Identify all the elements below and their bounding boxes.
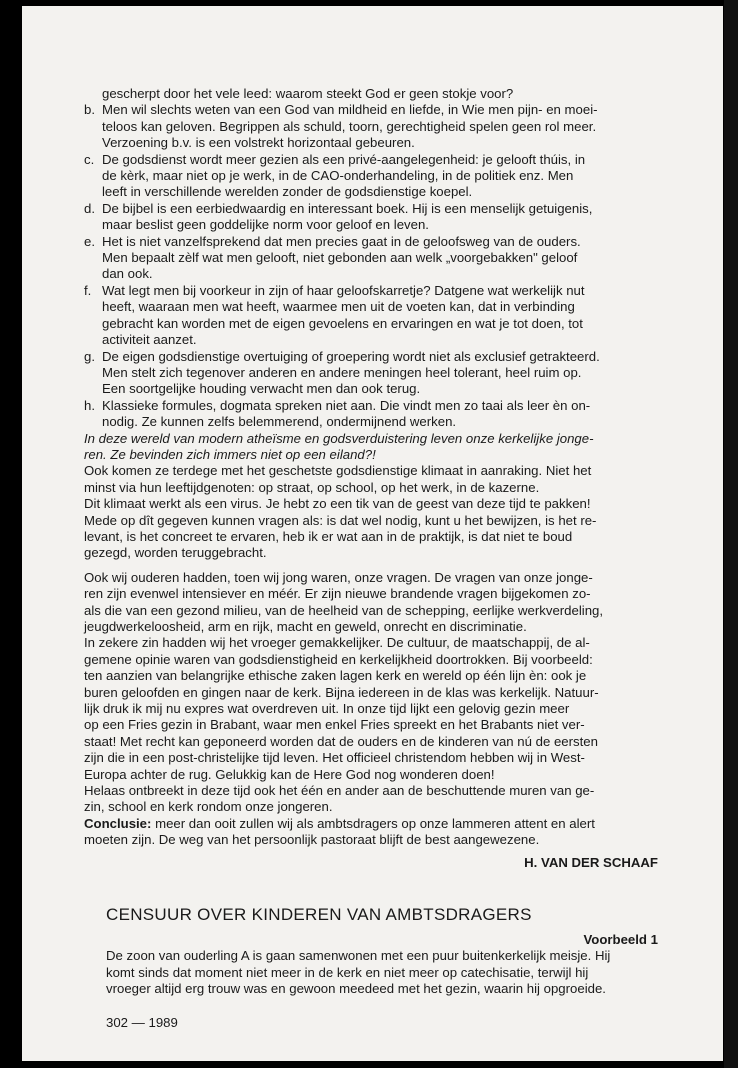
list-item-label: h. xyxy=(84,397,95,413)
text-line: Ook komen ze terdege met het geschetste godsdienstige klimaat in aanraking. Niet het xyxy=(84,463,592,479)
point-list xyxy=(84,102,658,430)
article-body xyxy=(84,86,658,871)
list-item-line: nodig. Ze kunnen zelfs belemmerend, ondermijnend werken. xyxy=(102,414,457,430)
text-line: gezegd, worden teruggebracht. xyxy=(84,545,267,561)
text-line: minst via hun leeftijdgenoten: op straat, op school, op het werk, in de kazerne. xyxy=(84,479,540,495)
list-item-line: de kèrk, maar niet op je werk, in de CAO-onderhandeling, in de politiek enz. Men xyxy=(102,168,574,184)
text-line: lijk druk ik mij nu expres wat overdreven uit. In onze tijd lijkt een gelovig gezin meer xyxy=(84,701,570,717)
list-item-line: De godsdienst wordt meer gezien als een privé-aangelegenheid: je gelooft thúis, in xyxy=(102,151,586,167)
text-line: komt sinds dat moment niet meer in de kerk en niet meer op catechisatie, terwijl hij xyxy=(106,964,589,980)
list-item-line: activiteit aanzet. xyxy=(102,332,197,348)
conclusion-label: Conclusie: xyxy=(84,815,152,831)
italic-line: ren. Ze bevinden zich immers niet op een eiland?! xyxy=(84,446,376,462)
list-item xyxy=(84,283,658,349)
list-item-line: heeft, waaraan men wat heeft, waarmee men uit de voeten kan, dat in verbinding xyxy=(102,299,575,315)
text-line: op een Fries gezin in Brabant, waar men enkel Fries spreekt en het Brabants niet ver- xyxy=(84,717,585,733)
text-line: Ook wij ouderen hadden, toen wij jong waren, onze vragen. De vragen van onze jonge- xyxy=(84,569,593,585)
list-item-line: Verzoening b.v. is een volstrekt horizontaal gebeuren. xyxy=(102,135,415,151)
text-line: ren zijn evenwel intensiever en méér. Er zijn nieuwe brandende vragen bijgekomen zo- xyxy=(84,586,591,602)
list-item xyxy=(84,349,658,398)
example-heading: Voorbeeld 1 xyxy=(583,932,658,947)
conclusion-line: meer dan ooit zullen wij als ambtsdragers op onze lammeren attent en alert xyxy=(151,815,595,831)
list-item-line: Een soortgelijke houding verwacht men dan ook terug. xyxy=(102,381,421,397)
text-line: Mede op dît gegeven kunnen vragen als: is dat wel nodig, kunt u het bewijzen, is het re- xyxy=(84,512,597,528)
list-item-line: Men stelt zich tegenover anderen en andere meningen heel tolerant, heel ruim op. xyxy=(102,364,582,380)
conclusion xyxy=(84,816,658,849)
list-item-line: dan ook. xyxy=(102,266,153,282)
list-item-line: Men bepaalt zèlf wat men gelooft, niet gebonden aan welk „voorgebakken" geloof xyxy=(102,250,578,266)
list-item xyxy=(84,234,658,283)
list-item-label: f. xyxy=(84,282,92,298)
text-line: De zoon van ouderling A is gaan samenwonen met een puur buitenkerkelijk meisje. Hij xyxy=(106,948,611,964)
text-line: als die van een gezond milieu, van de heelheid van de schepping, eerlijke werkverdeling, xyxy=(84,602,604,618)
text-line: gemene opinie waren van godsdienstigheid en kerkelijkheid doortrokken. Bij voorbeeld: xyxy=(84,651,593,667)
italic-line: In deze wereld van modern atheïsme en godsverduistering leven onze kerkelijke jonge- xyxy=(84,430,594,446)
text-line: ten aanzien van belangrijke ethische zaken lagen kerk en wereld op één lijn èn: ook je xyxy=(84,668,587,684)
text-line: Helaas ontbreekt in deze tijd ook het één en ander aan de beschuttende muren van ge- xyxy=(84,783,595,799)
list-item-label: e. xyxy=(84,233,95,249)
list-item-line: leeft in verschillende werelden zonder de godsdienstige koepel. xyxy=(102,184,473,200)
list-item-line: teloos kan geloven. Begrippen als schuld, toorn, gerechtigheid spelen geen rol meer. xyxy=(102,118,597,134)
conclusion-line: moeten zijn. De weg van het persoonlijk pastoraat blijft de best aangewezene. xyxy=(84,832,540,848)
list-item-line: De eigen godsdienstige overtuiging of groepering wordt niet als exclusief getrakteerd. xyxy=(102,348,600,364)
text-line: In zekere zin hadden wij het vroeger gemakkelijker. De cultuur, de maatschappij, de al- xyxy=(84,635,590,651)
list-item-line: Wat legt men bij voorkeur in zijn of haar geloofskarretje? Datgene wat werkelijk nut xyxy=(102,282,585,298)
paragraph xyxy=(84,783,658,816)
list-item-line: Klassieke formules, dogmata spreken niet aan. Die vindt men zo taai als leer èn on- xyxy=(102,397,591,413)
list-item-line: gebracht kan worden met de eigen gevoelens en ervaringen en wat je tot doen, tot xyxy=(102,315,583,331)
list-item-label: d. xyxy=(84,200,95,216)
paragraph xyxy=(84,635,658,783)
list-item-line: Men wil slechts weten van een God van mildheid en liefde, in Wie men pijn- en moei- xyxy=(102,102,598,118)
text-line: buren geloofden en gingen naar de kerk. Bijna iedereen in de klas was kerkelijk. Natuur- xyxy=(84,684,599,700)
page-footer: 302 — 1989 xyxy=(106,1015,178,1030)
text-line: jeugdwerkeloosheid, arm en rijk, macht en geweld, onrecht en discriminatie. xyxy=(84,619,527,634)
list-item-line: maar beslist geen goddelijke norm voor geloof en leven. xyxy=(102,217,429,233)
scan-border xyxy=(724,0,738,1068)
text-line: levant, is het concreet te ervaren, heb ik er wat aan in de praktijk, is dat niet te boud xyxy=(84,528,573,544)
list-item-label: g. xyxy=(84,348,95,364)
paragraph xyxy=(84,463,658,496)
paragraph xyxy=(84,496,658,562)
text-line: vroeger altijd erg trouw was en gewoon meedeed met het gezin, waarin hij opgroeide. xyxy=(106,981,606,997)
text-line: zijn die in een post-christelijke tijd leven. Het officieel christendom hebben wij in West- xyxy=(84,750,585,766)
list-item xyxy=(84,201,658,234)
italic-paragraph xyxy=(84,431,658,464)
section-title: CENSUUR OVER KINDEREN VAN AMBTSDRAGERS xyxy=(106,905,532,924)
list-item xyxy=(84,398,658,431)
list-intro: gescherpt door het vele leed: waarom steekt God er geen stokje voor? xyxy=(102,86,514,101)
spacer xyxy=(84,562,658,570)
text-line: staat! Met recht kan geponeerd worden dat de ouders en de kinderen van nú de eersten xyxy=(84,733,598,749)
example-text xyxy=(106,948,658,997)
text-line: Dit klimaat werkt als een virus. Je hebt zo een tik van de geest van deze tijd te pakken! xyxy=(84,496,591,512)
list-item-label: c. xyxy=(84,151,95,167)
list-item xyxy=(84,102,658,151)
text-line: Europa achter de rug. Gelukkig kan de Here God nog wonderen doen! xyxy=(84,766,495,782)
example-block xyxy=(106,932,658,998)
list-item-line: De bijbel is een eerbiedwaardig en interessant boek. Hij is een menselijk getuigenis, xyxy=(102,200,593,216)
list-item-line: Het is niet vanzelfsprekend dat men precies gaat in de geloofsweg van de ouders. xyxy=(102,233,581,249)
author-signature: H. VAN DER SCHAAF xyxy=(524,854,658,870)
list-item-label: b. xyxy=(84,102,95,118)
list-item xyxy=(84,152,658,201)
paragraph xyxy=(84,570,658,636)
text-line: zin, school en kerk rondom onze jongeren. xyxy=(84,799,333,815)
